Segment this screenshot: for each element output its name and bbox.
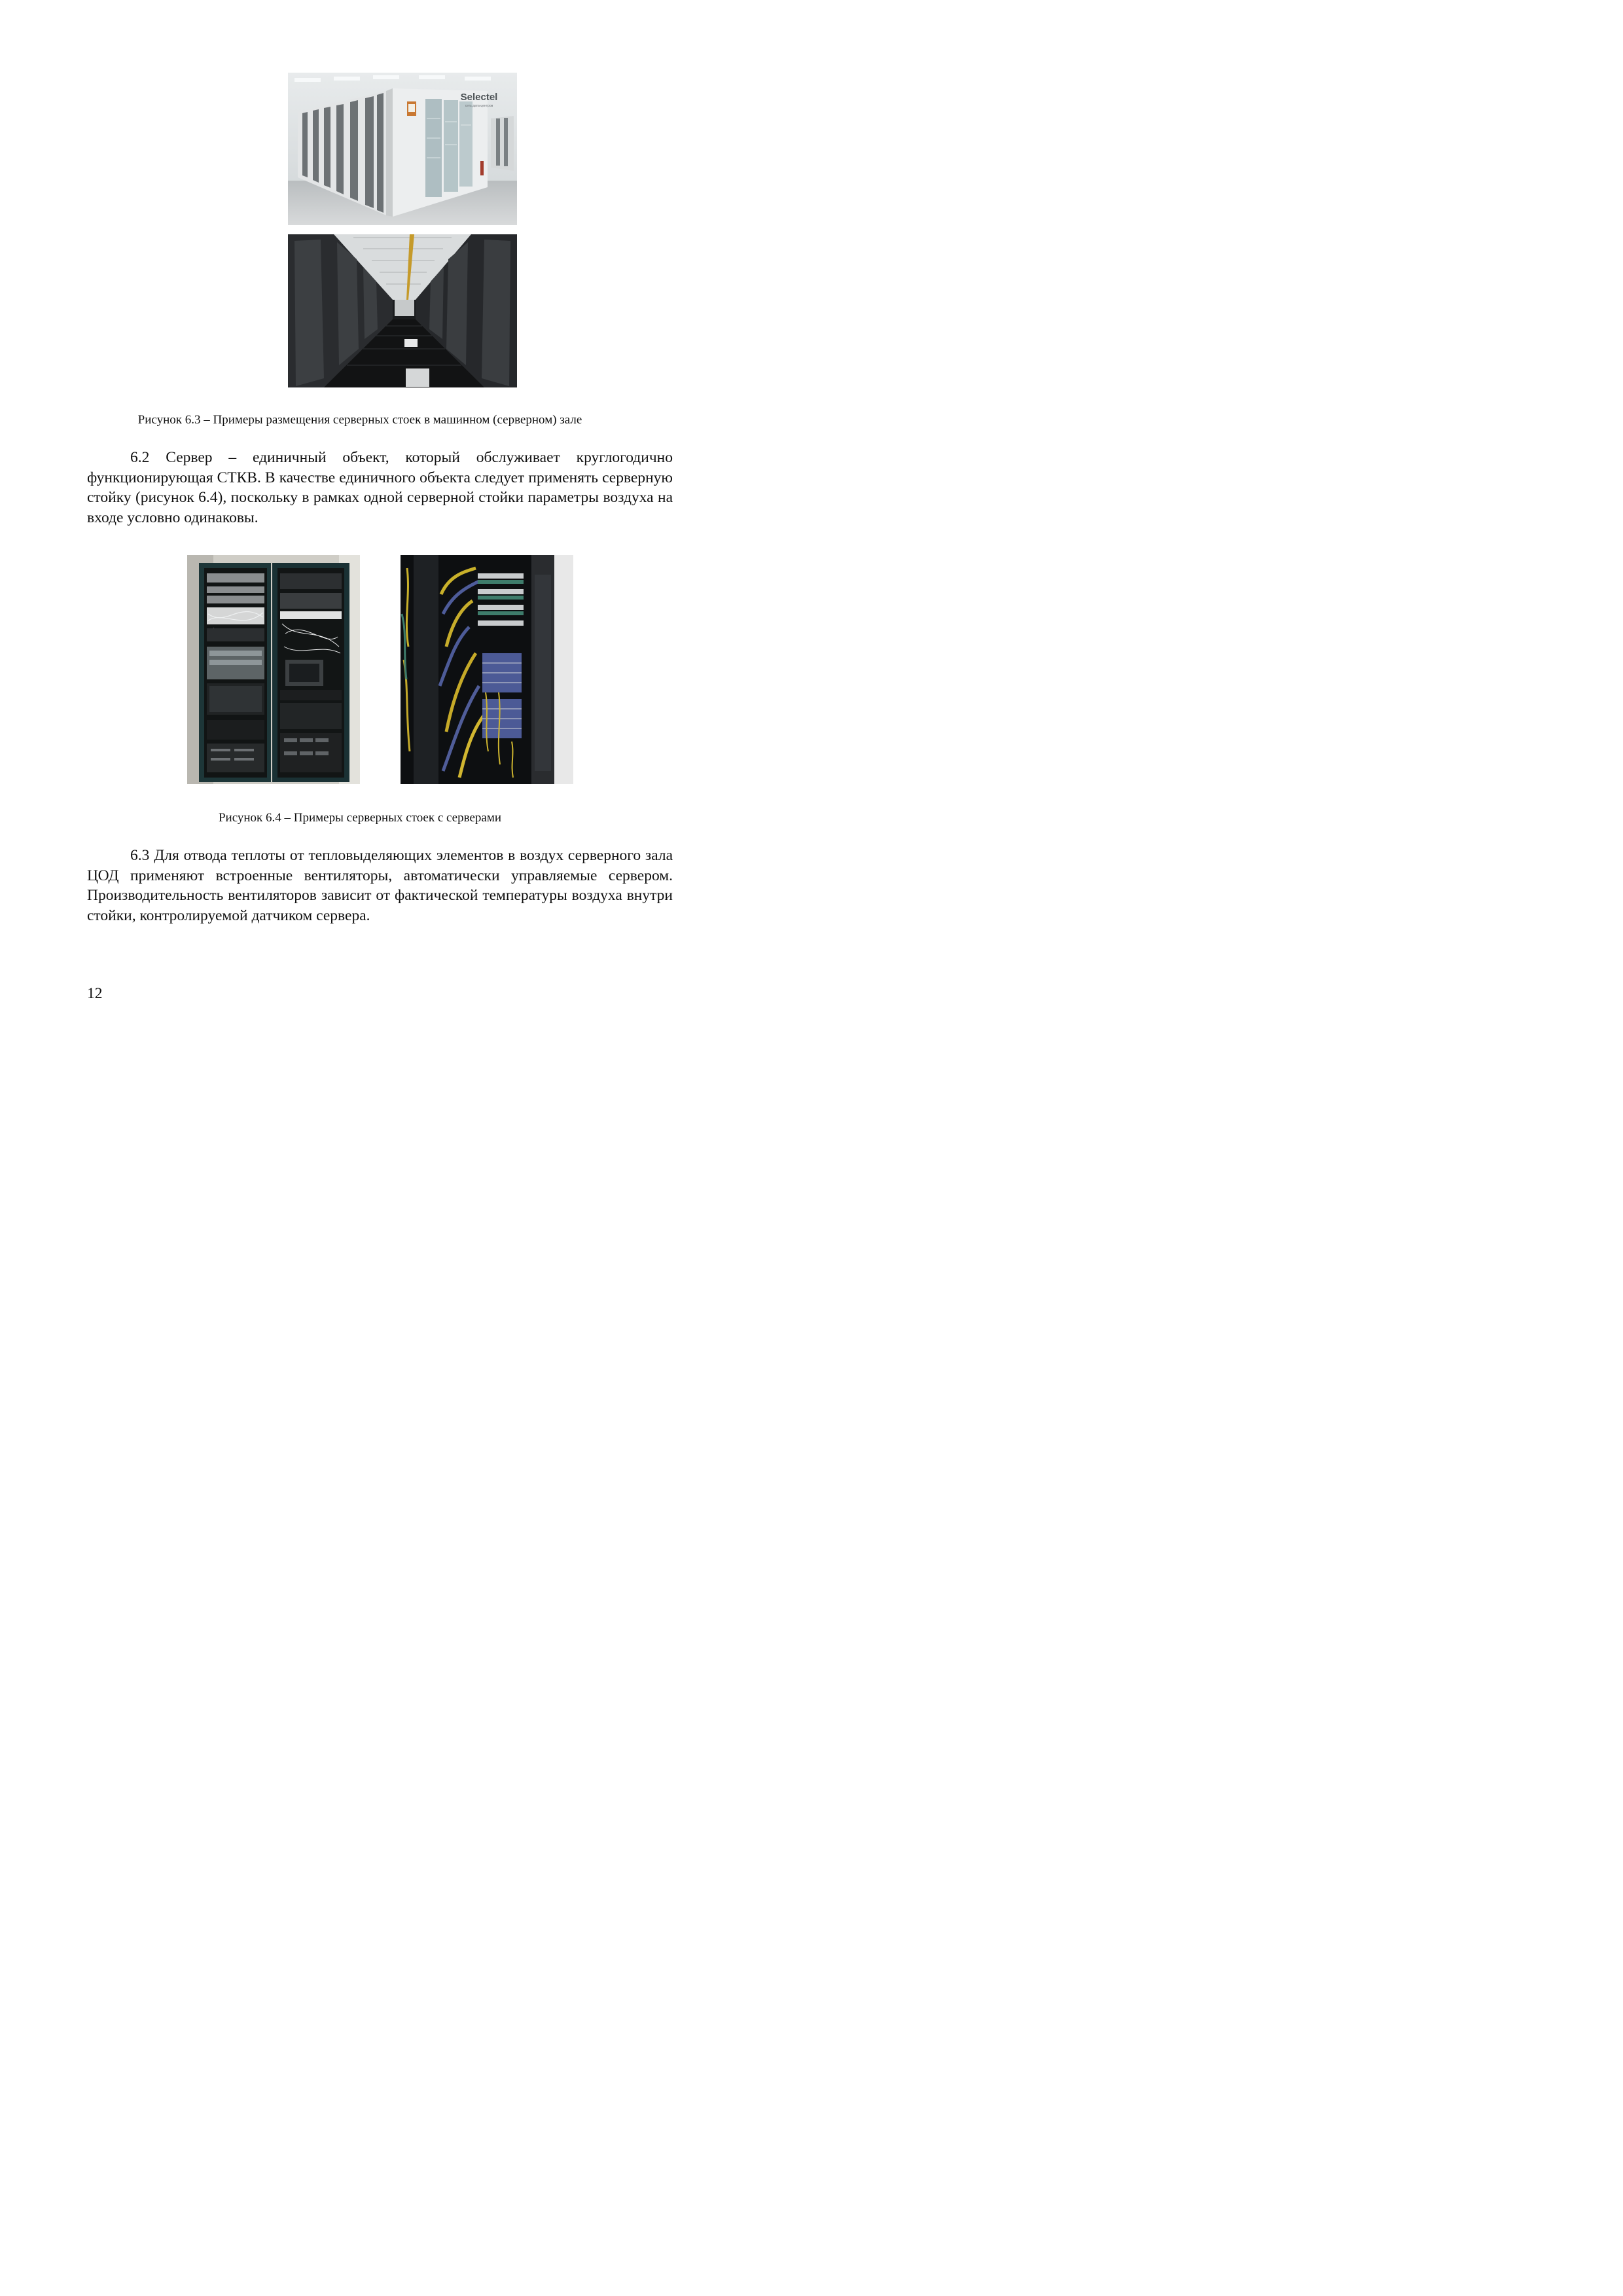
paragraph-6-3: 6.3 Для отвода теплоты от тепловыделяющих элементов в воздух серверного зала ЦОД применяют встроенные вентиляторы, автоматически управляемые сервером. Производительность вентиляторов зависит от фактической температуры воздуха внутри стойки, контролируемой датчиком сервера. bbox=[87, 847, 673, 924]
server-rack-photo-2 bbox=[401, 555, 573, 784]
figure-6-3-caption: Рисунок 6.3 – Примеры размещения серверных стоек в машинном (серверном) зале bbox=[137, 413, 582, 427]
selectel-logo-subtitle: сеть дата-центров bbox=[465, 104, 493, 108]
server-rack-photo-1 bbox=[187, 555, 360, 784]
paragraph-6-2: 6.2 Сервер – единичный объект, который обслуживает круглогодично функционирующая СТКВ. В качестве единичного объекта следует применять серверную стойку (рисунок 6.4), поскольку в рамках одной серверной стойки параметры воздуха на входе условно одинаковы. bbox=[87, 449, 673, 526]
page-number: 12 bbox=[87, 985, 103, 1002]
selectel-logo-text: Selectel bbox=[460, 92, 498, 103]
server-room-photo-2 bbox=[288, 234, 517, 387]
figure-6-4-caption: Рисунок 6.4 – Примеры серверных стоек с серверами bbox=[218, 811, 502, 825]
server-room-photo-1 bbox=[288, 73, 517, 225]
